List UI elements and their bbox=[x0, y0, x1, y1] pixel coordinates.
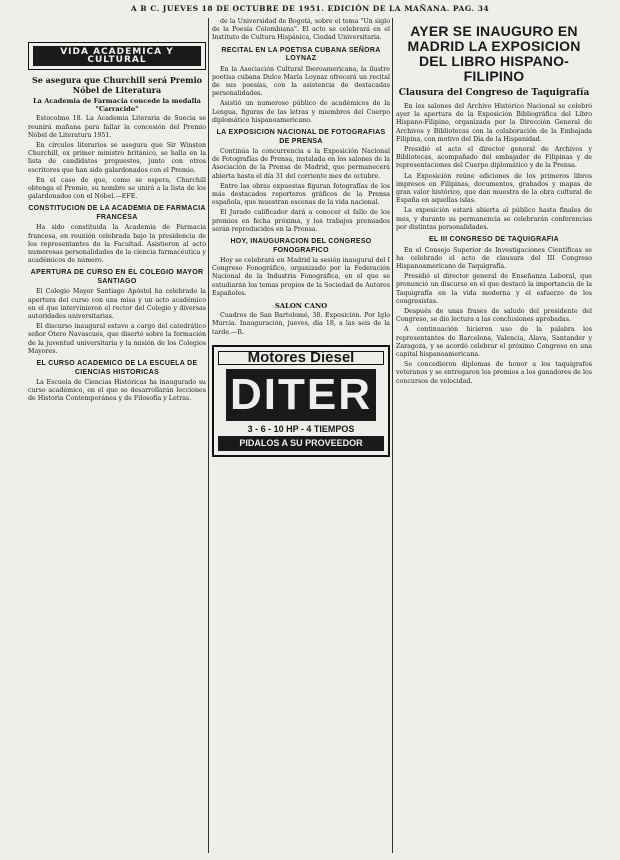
salon-title: SALON CANO bbox=[274, 302, 328, 311]
headline-churchill: Se asegura que Churchill será Premio Nóbel de Literatura bbox=[31, 75, 203, 95]
main-subheadline: Clausura del Congreso de Taquigrafía bbox=[398, 88, 590, 98]
paragraph: En el Consejo Superior de Investigaciones Científicas se ha celebrado el acto de clausura del III Congreso Hispanoamericano de Taquigrafía. bbox=[396, 246, 592, 270]
paragraph: Presidió el acto el director general de Archivos y Bibliotecas, acompañado del embajador de Filipinas y de representaciones del Cuerpo diplomático y de la Prensa. bbox=[396, 146, 592, 170]
paragraph: Se concedieron diplomas de honor a los taquígrafos veteranos y se entregaron los premios a los ganadores de los concursos de velocidad. bbox=[396, 361, 592, 385]
section-heading: EL III CONGRESO DE TAQUIGRAFIA bbox=[428, 236, 560, 244]
paragraph: En los salones del Archivo Histórico Nacional se celebró ayer la apertura de la Exposición Bibliográfica del Libro Hispano-Filipino, organizada por la Dirección General de Archivos y Bibliotecas con la colaboración de la Embajada Filipina, con motivo del Día de la Hispanidad. bbox=[396, 103, 592, 143]
ad-footer: PIDALOS A SU PROVEEDOR bbox=[218, 436, 384, 450]
paragraph: Hoy se celebrará en Madrid la sesión inaugural del I Congreso Fonográfico, organizado por la Federación Nacional de la Industria Fonográfica, en el que se estudiarán los temas propios de la Sociedad de Autores Españoles. bbox=[212, 257, 390, 297]
paragraph: Cuadros de San Bartolomé, 38. Exposición. Por Iglo Murcia. Inauguración, jueves, día 18, a las seis de la tarde.—R. bbox=[212, 312, 390, 336]
section-banner: VIDA ACADEMICA Y CULTURAL bbox=[28, 42, 206, 70]
paragraph: La Exposición reúne ediciones de los primeros libros impresos en Filipinas, documentos, grabados y mapas de gran valor histórico, que dan muestra de la obra cultural de España en aquellas islas. bbox=[396, 172, 592, 205]
ad-brand-logo: DITER bbox=[226, 369, 376, 421]
paragraph: La exposición estará abierta al público hasta finales de mes, y durante su permanencia se celebrarán conferencias por distintas personalidades. bbox=[396, 207, 592, 231]
paragraph: El discurso inaugural estuvo a cargo del catedrático señor Otero Navascués, que disertó sobre la formación de la juventud universitaria y la misión de los Colegios Mayores. bbox=[28, 323, 206, 355]
main-headline: AYER SE INAUGURO EN MADRID LA EXPOSICION DEL LIBRO HISPANO-FILIPINO bbox=[407, 23, 581, 84]
paragraph: Asistió un numeroso público de académicos de la Lengua, figuras de las letras y miembros del Cuerpo diplomático hispanoamericano. bbox=[212, 100, 390, 124]
paragraph: Estocolmo 18. La Academia Literaria de Suecia se reunirá mañana para fallar la concesión del Premio Nóbel de Literatura 1951. bbox=[28, 115, 206, 139]
paragraph: La Escuela de Ciencias Históricas ha inaugurado su curso académico, en el que se desarrollarán lecciones de Historia Contemporánea y de Filosofía y Letras. bbox=[28, 379, 206, 403]
paragraph: El Jurado calificador dará a conocer el fallo de los premios en fecha próxima, y los trabajos premiados serán reproducidos en la Prensa. bbox=[212, 209, 390, 233]
paragraph: En la Asociación Cultural Iberoamericana, la ilustre poetisa cubana Dulce María Loynaz ofrecerá un recital de sus poesías, con la asistencia de destacadas personalidades. bbox=[212, 65, 390, 98]
paragraph: Continúa la concurrencia a la Exposición Nacional de Fotografías de Prensa, instalada en los salones de la Asociación de la Prensa de Madrid, que permanecerá abierta hasta el día 31 del corriente mes de octubre. bbox=[212, 148, 390, 180]
section-heading: APERTURA DE CURSO EN EL COLEGIO MAYOR SANTIAGO bbox=[30, 269, 204, 285]
paragraph: Presidió el director general de Enseñanza Laboral, que pronunció un discurso en el que destacó la importancia de la Taquigrafía en la vida moderna y el esfuerzo de los congresistas. bbox=[396, 273, 592, 305]
advertisement bbox=[212, 345, 390, 457]
ad-specs: 3 - 6 - 10 HP - 4 TIEMPOS bbox=[247, 424, 355, 435]
section-heading: LA EXPOSICION NACIONAL DE FOTOGRAFIAS DE PRENSA bbox=[216, 129, 386, 145]
ad-headline: Motores Diesel bbox=[218, 351, 384, 365]
paragraph: de la Universidad de Bogotá, sobre el tema "Un siglo de la Poesía Colombiana". El acto se celebrará en el Instituto de Cultura Hispánica, Ciudad Universitaria. bbox=[212, 18, 390, 42]
column-right bbox=[396, 18, 592, 856]
paragraph: El Colegio Mayor Santiago Apóstol ha celebrado la apertura del curso con una misa y un acto académico en el que intervinieron el rector del Colegio y diversas autoridades universitarias. bbox=[28, 288, 206, 321]
column-rule bbox=[392, 18, 393, 853]
column-middle bbox=[212, 18, 390, 856]
paragraph: En círculos literarios se asegura que Sir Winston Churchill, ex primer ministro británico, se halla en la lista de candidatos propuestos, junto con otros escritores que han sido galardonados con el Premio. bbox=[28, 142, 206, 174]
section-heading: HOY, INAUGURACION DEL CONGRESO FONOGRAFICO bbox=[230, 238, 372, 254]
section-heading: RECITAL EN LA POETISA CUBANA SEÑORA LOYNAZ bbox=[221, 46, 381, 63]
column-left bbox=[28, 18, 206, 856]
section-heading: EL CURSO ACADEMICO DE LA ESCUELA DE CIENCIAS HISTORICAS bbox=[36, 360, 198, 376]
column-rule bbox=[208, 18, 209, 853]
paragraph: A continuación hicieron uso de la palabra los representantes de Barcelona, Valencia, Alava, Santander y Zaragoza, y se acordó celebrar el próximo Congreso en una capital hispanoamericana. bbox=[396, 326, 592, 358]
paragraph: Después de unas frases de saludo del presidente del Congreso, se dio lectura a las conclusiones aprobadas. bbox=[396, 307, 592, 324]
page-header: A B C. JUEVES 18 DE OCTUBRE DE 1951. EDICIÓN DE LA MAÑANA. PAG. 34 bbox=[130, 4, 490, 13]
section-heading: CONSTITUCION DE LA ACADEMIA DE FARMACIA FRANCESA bbox=[28, 205, 206, 221]
paragraph: Ha sido constituida la Academia de Farmacia francesa, en reunión celebrada bajo la presidencia de los representantes de la Facultad. Asistieron al acto numerosas personalidades de la ciencia farmacéutica y académicos de número. bbox=[28, 224, 206, 265]
subheadline-farmacia: La Academia de Farmacia concede la medalla "Carracido" bbox=[33, 97, 201, 114]
paragraph: En el caso de que, como se espera, Churchill obtenga el Premio, su nombre se unirá a la lista de los galardonados con el Nóbel.—EFE. bbox=[28, 176, 206, 201]
paragraph: Entre las obras expuestas figuran fotografías de los más destacados reporteros gráficos de la Prensa española, que muestran escenas de la vida nacional. bbox=[212, 182, 390, 207]
